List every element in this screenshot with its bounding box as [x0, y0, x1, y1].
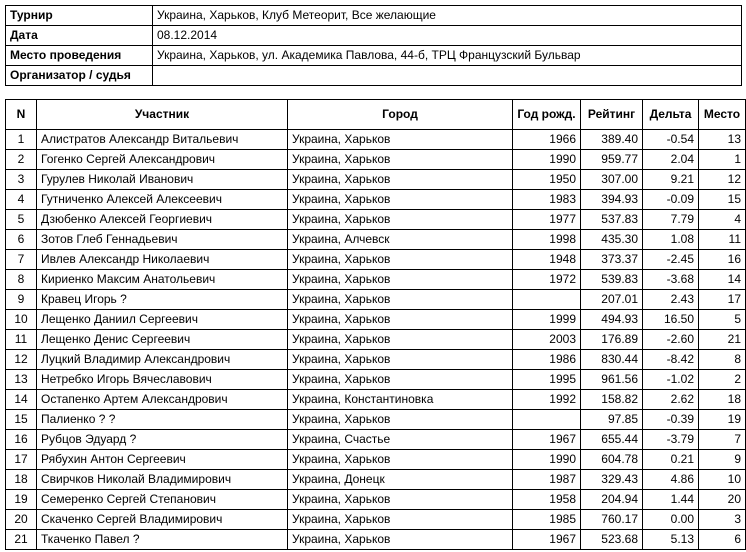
cell-number: 20 — [6, 510, 37, 530]
cell-number: 12 — [6, 350, 37, 370]
cell-delta: 7.79 — [643, 210, 699, 230]
table-row — [6, 510, 746, 530]
cell-number: 2 — [6, 150, 37, 170]
cell-rating: 389.40 — [581, 130, 643, 150]
cell-delta: 9.21 — [643, 170, 699, 190]
cell-delta: 2.62 — [643, 390, 699, 410]
cell-rating: 394.93 — [581, 190, 643, 210]
cell-participant: Ивлев Александр Николаевич — [37, 250, 288, 270]
cell-rating: 329.43 — [581, 470, 643, 490]
cell-participant: Палиенко ? ? — [37, 410, 288, 430]
info-row — [6, 46, 742, 66]
cell-city: Украина, Харьков — [288, 450, 513, 470]
cell-participant: Гогенко Сергей Александрович — [37, 150, 288, 170]
cell-place: 20 — [699, 490, 746, 510]
cell-city: Украина, Харьков — [288, 410, 513, 430]
cell-delta: 4.86 — [643, 470, 699, 490]
cell-city: Украина, Харьков — [288, 290, 513, 310]
cell-birth-year: 1985 — [513, 510, 581, 530]
cell-rating: 537.83 — [581, 210, 643, 230]
cell-birth-year — [513, 410, 581, 430]
cell-city: Украина, Харьков — [288, 170, 513, 190]
cell-rating: 959.77 — [581, 150, 643, 170]
col-header-rating: Рейтинг — [581, 100, 643, 130]
cell-rating: 830.44 — [581, 350, 643, 370]
cell-delta: -2.60 — [643, 330, 699, 350]
table-row — [6, 130, 746, 150]
cell-number: 7 — [6, 250, 37, 270]
table-row — [6, 490, 746, 510]
col-header-birth-year: Год рожд. — [513, 100, 581, 130]
cell-city: Украина, Счастье — [288, 430, 513, 450]
cell-number: 10 — [6, 310, 37, 330]
cell-city: Украина, Харьков — [288, 250, 513, 270]
info-row — [6, 6, 742, 26]
info-label: Турнир — [6, 6, 153, 26]
header-row — [6, 100, 746, 130]
cell-birth-year: 1950 — [513, 170, 581, 190]
cell-place: 13 — [699, 130, 746, 150]
table-row — [6, 230, 746, 250]
cell-delta: -3.79 — [643, 430, 699, 450]
cell-birth-year: 1966 — [513, 130, 581, 150]
cell-number: 1 — [6, 130, 37, 150]
cell-place: 14 — [699, 270, 746, 290]
info-value: Украина, Харьков, ул. Академика Павлова, 44-б, ТРЦ Французский Бульвар — [153, 46, 742, 66]
cell-number: 19 — [6, 490, 37, 510]
cell-rating: 523.68 — [581, 530, 643, 550]
cell-city: Украина, Харьков — [288, 330, 513, 350]
cell-number: 6 — [6, 230, 37, 250]
table-row — [6, 190, 746, 210]
cell-place: 10 — [699, 470, 746, 490]
cell-participant: Лещенко Даниил Сергеевич — [37, 310, 288, 330]
table-row — [6, 270, 746, 290]
cell-number: 14 — [6, 390, 37, 410]
cell-birth-year: 1992 — [513, 390, 581, 410]
cell-participant: Остапенко Артем Александрович — [37, 390, 288, 410]
cell-place: 4 — [699, 210, 746, 230]
cell-city: Украина, Харьков — [288, 270, 513, 290]
cell-participant: Нетребко Игорь Вячеславович — [37, 370, 288, 390]
table-row — [6, 250, 746, 270]
cell-birth-year: 1967 — [513, 430, 581, 450]
cell-place: 18 — [699, 390, 746, 410]
cell-delta: -0.09 — [643, 190, 699, 210]
cell-delta: -0.54 — [643, 130, 699, 150]
cell-participant: Скаченко Сергей Владимирович — [37, 510, 288, 530]
cell-rating: 307.00 — [581, 170, 643, 190]
cell-birth-year: 1948 — [513, 250, 581, 270]
cell-number: 18 — [6, 470, 37, 490]
cell-rating: 760.17 — [581, 510, 643, 530]
cell-birth-year: 1995 — [513, 370, 581, 390]
cell-birth-year: 1986 — [513, 350, 581, 370]
cell-rating: 204.94 — [581, 490, 643, 510]
cell-delta: 0.21 — [643, 450, 699, 470]
info-label: Место проведения — [6, 46, 153, 66]
cell-delta: 0.00 — [643, 510, 699, 530]
cell-city: Украина, Харьков — [288, 530, 513, 550]
cell-participant: Ткаченко Павел ? — [37, 530, 288, 550]
table-row — [6, 530, 746, 550]
table-row — [6, 430, 746, 450]
cell-birth-year: 1972 — [513, 270, 581, 290]
cell-delta: -0.39 — [643, 410, 699, 430]
info-row — [6, 26, 742, 46]
info-value: Украина, Харьков, Клуб Метеорит, Все желающие — [153, 6, 742, 26]
cell-participant: Гутниченко Алексей Алексеевич — [37, 190, 288, 210]
cell-number: 9 — [6, 290, 37, 310]
tournament-info-table — [5, 5, 742, 86]
cell-rating: 435.30 — [581, 230, 643, 250]
cell-place: 19 — [699, 410, 746, 430]
cell-participant: Свирчков Николай Владимирович — [37, 470, 288, 490]
cell-delta: -3.68 — [643, 270, 699, 290]
cell-place: 12 — [699, 170, 746, 190]
table-row — [6, 350, 746, 370]
cell-number: 21 — [6, 530, 37, 550]
cell-participant: Зотов Глеб Геннадьевич — [37, 230, 288, 250]
table-row — [6, 450, 746, 470]
cell-participant: Луцкий Владимир Александрович — [37, 350, 288, 370]
cell-delta: 1.44 — [643, 490, 699, 510]
cell-number: 4 — [6, 190, 37, 210]
cell-place: 11 — [699, 230, 746, 250]
cell-birth-year: 1990 — [513, 150, 581, 170]
col-header-city: Город — [288, 100, 513, 130]
results-table — [5, 99, 746, 550]
cell-number: 16 — [6, 430, 37, 450]
cell-delta: 16.50 — [643, 310, 699, 330]
cell-birth-year: 1990 — [513, 450, 581, 470]
cell-place: 6 — [699, 530, 746, 550]
cell-delta: 2.04 — [643, 150, 699, 170]
cell-birth-year: 2003 — [513, 330, 581, 350]
cell-place: 16 — [699, 250, 746, 270]
table-row — [6, 330, 746, 350]
cell-rating: 158.82 — [581, 390, 643, 410]
col-header-delta: Дельта — [643, 100, 699, 130]
cell-place: 21 — [699, 330, 746, 350]
cell-rating: 176.89 — [581, 330, 643, 350]
col-header-participant: Участник — [37, 100, 288, 130]
cell-participant: Лещенко Денис Сергеевич — [37, 330, 288, 350]
cell-delta: -1.02 — [643, 370, 699, 390]
cell-participant: Семеренко Сергей Степанович — [37, 490, 288, 510]
cell-birth-year: 1958 — [513, 490, 581, 510]
cell-rating: 97.85 — [581, 410, 643, 430]
cell-city: Украина, Донецк — [288, 470, 513, 490]
cell-place: 2 — [699, 370, 746, 390]
table-row — [6, 150, 746, 170]
cell-city: Украина, Харьков — [288, 310, 513, 330]
table-row — [6, 470, 746, 490]
cell-place: 5 — [699, 310, 746, 330]
col-header-place: Место — [699, 100, 746, 130]
cell-place: 1 — [699, 150, 746, 170]
cell-rating: 494.93 — [581, 310, 643, 330]
cell-participant: Кравец Игорь ? — [37, 290, 288, 310]
cell-delta: 5.13 — [643, 530, 699, 550]
info-value — [153, 66, 742, 86]
cell-place: 8 — [699, 350, 746, 370]
info-label: Дата — [6, 26, 153, 46]
cell-rating: 604.78 — [581, 450, 643, 470]
cell-city: Украина, Харьков — [288, 490, 513, 510]
cell-birth-year: 1998 — [513, 230, 581, 250]
cell-city: Украина, Харьков — [288, 210, 513, 230]
info-row — [6, 66, 742, 86]
cell-number: 5 — [6, 210, 37, 230]
cell-city: Украина, Харьков — [288, 510, 513, 530]
cell-number: 8 — [6, 270, 37, 290]
cell-number: 15 — [6, 410, 37, 430]
table-row — [6, 410, 746, 430]
cell-delta: 1.08 — [643, 230, 699, 250]
table-row — [6, 210, 746, 230]
cell-birth-year: 1983 — [513, 190, 581, 210]
cell-participant: Кириенко Максим Анатольевич — [37, 270, 288, 290]
cell-rating: 655.44 — [581, 430, 643, 450]
cell-birth-year: 1967 — [513, 530, 581, 550]
cell-participant: Дзюбенко Алексей Георгиевич — [37, 210, 288, 230]
col-header-number: N — [6, 100, 37, 130]
info-label: Организатор / судья — [6, 66, 153, 86]
cell-rating: 207.01 — [581, 290, 643, 310]
cell-city: Украина, Харьков — [288, 370, 513, 390]
cell-delta: 2.43 — [643, 290, 699, 310]
cell-birth-year: 1999 — [513, 310, 581, 330]
cell-number: 13 — [6, 370, 37, 390]
cell-place: 7 — [699, 430, 746, 450]
cell-number: 11 — [6, 330, 37, 350]
cell-city: Украина, Харьков — [288, 350, 513, 370]
cell-participant: Рубцов Эдуард ? — [37, 430, 288, 450]
table-row — [6, 390, 746, 410]
cell-city: Украина, Харьков — [288, 130, 513, 150]
info-value: 08.12.2014 — [153, 26, 742, 46]
cell-city: Украина, Константиновка — [288, 390, 513, 410]
cell-participant: Гурулев Николай Иванович — [37, 170, 288, 190]
cell-rating: 373.37 — [581, 250, 643, 270]
cell-delta: -8.42 — [643, 350, 699, 370]
cell-city: Украина, Харьков — [288, 150, 513, 170]
cell-participant: Алистратов Александр Витальевич — [37, 130, 288, 150]
table-row — [6, 310, 746, 330]
cell-city: Украина, Алчевск — [288, 230, 513, 250]
cell-place: 15 — [699, 190, 746, 210]
cell-delta: -2.45 — [643, 250, 699, 270]
cell-participant: Рябухин Антон Сергеевич — [37, 450, 288, 470]
cell-birth-year: 1987 — [513, 470, 581, 490]
table-row — [6, 170, 746, 190]
cell-place: 9 — [699, 450, 746, 470]
cell-place: 17 — [699, 290, 746, 310]
cell-rating: 961.56 — [581, 370, 643, 390]
cell-number: 3 — [6, 170, 37, 190]
cell-birth-year: 1977 — [513, 210, 581, 230]
cell-rating: 539.83 — [581, 270, 643, 290]
cell-number: 17 — [6, 450, 37, 470]
cell-birth-year — [513, 290, 581, 310]
cell-city: Украина, Харьков — [288, 190, 513, 210]
table-row — [6, 370, 746, 390]
cell-place: 3 — [699, 510, 746, 530]
table-row — [6, 290, 746, 310]
